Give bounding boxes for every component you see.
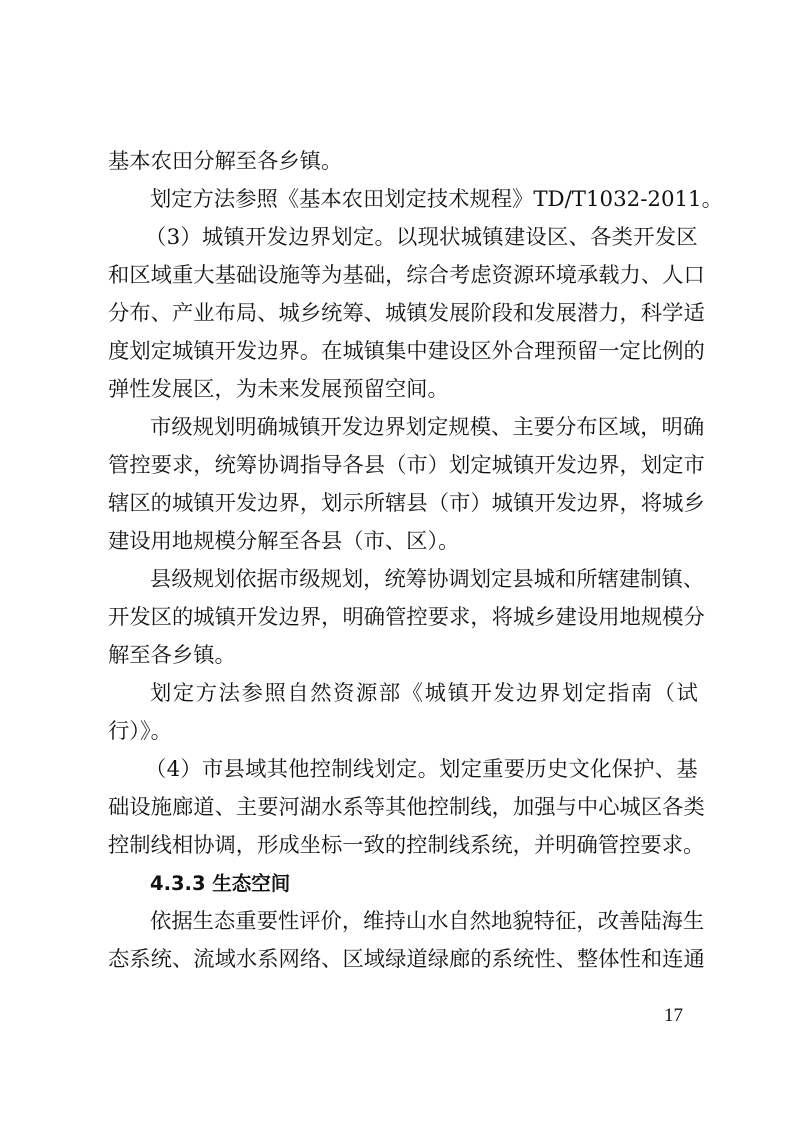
text-line: 弹性发展区，为未来发展预留空间。 [108,377,449,402]
text-line: 基本农田分解至各乡镇。 [108,149,343,174]
text-line: 态 系 统 、 流 域 水 系 网 络 、 区 域 绿 道 绿 廊 的 系 统 性 、 整 体 性 和 连 通 [108,947,705,972]
text-line: 划 定 方 法 参 照 自 然 资 源 部 《 城 镇 开 发 边 界 划 定 指 南 （ 试 [150,681,698,706]
text-line: 县 级 规 划 依 据 市 级 规 划 ， 统 筹 协 调 划 定 县 城 和 所 辖 建 制 镇 、 [150,567,705,592]
text-line: 市 级 规 划 明 确 城 镇 开 发 边 界 划 定 规 模 、 主 要 分 布 区 域 ， 明 确 [150,415,705,440]
text-line: （ 4 ） 市 县 域 其 他 控 制 线 划 定 。 划 定 重 要 历 史 文 化 保 护 、 基 [145,757,698,782]
text-line: 划定方法参照《基本农田划定技术规程》TD/T1032-2011。 [150,187,723,212]
text-line: 础 设 施 廊 道 、 主 要 河 湖 水 系 等 其 他 控 制 线 ， 加 强 与 中 心 城 区 各 类 [108,795,705,820]
text-line: 行）》。 [108,719,172,744]
text-line: 控制线相协调，形成坐标一致的控制线系统，并明确管控要求。 [108,833,705,858]
text-line: 建设用地规模分解至各县（市、区）。 [108,529,460,554]
section-heading: 4.3.3 生态空间 [150,872,291,895]
text-line: 依 据 生 态 重 要 性 评 价 ， 维 持 山 水 自 然 地 貌 特 征 ， 改 善 陆 海 生 [150,909,705,934]
text-line: 管 控 要 求 ， 统 筹 协 调 指 导 各 县 （ 市 ） 划 定 城 镇 开 发 边 界 ， 划 定 市 [108,453,705,478]
text-line: 分 布 、 产 业 布 局 、 城 乡 统 筹 、 城 镇 发 展 阶 段 和 发 展 潜 力 ， 科 学 适 [108,301,705,326]
text-line: 和 区 域 重 大 基 础 设 施 等 为 基 础 ， 综 合 考 虑 资 源 环 境 承 载 力 、 人 口 [108,263,705,288]
text-line: 度 划 定 城 镇 开 发 边 界 。 在 城 镇 集 中 建 设 区 外 合 理 预 留 一 定 比 例 的 [108,339,705,364]
body-text [108,143,723,979]
text-line: 开 发 区 的 城 镇 开 发 边 界 ， 明 确 管 控 要 求 ， 将 城 乡 建 设 用 地 规 模 分 [108,605,705,630]
text-line: 解至各乡镇。 [108,643,236,668]
page-number: 17 [664,1005,683,1026]
text-line: （ 3 ） 城 镇 开 发 边 界 划 定 。 以 现 状 城 镇 建 设 区 、 各 类 开 发 区 [145,225,698,250]
text-line: 辖 区 的 城 镇 开 发 边 界 ， 划 示 所 辖 县 （ 市 ） 城 镇 开 发 边 界 ， 将 城 乡 [108,491,705,516]
